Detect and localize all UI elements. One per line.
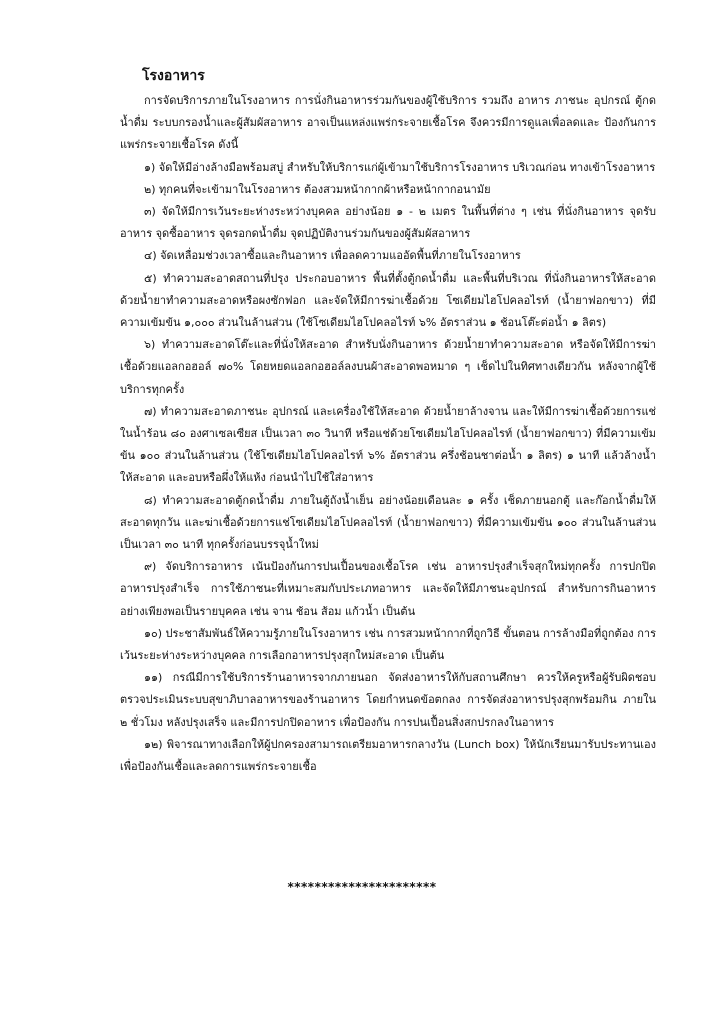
- list-item-3: ๓) จัดให้มีการเว้นระยะห่างระหว่างบุคคล อย่างน้อย ๑ - ๒ เมตร ในพื้นที่ต่าง ๆ เช่น ที่นั่งกินอาหาร จุดรับอาหาร จุดซื้ออาหาร จุดรอกดน้ำดื่ม จุดปฏิบัติงานร่วมกันของผู้สัมผัสอาหาร: [120, 205, 656, 241]
- list-item-9: ๙) จัดบริการอาหาร เน้นป้องกันการปนเปื้อนของเชื้อโรค เช่น อาหารปรุงสำเร็จสุกใหม่ทุกครั้ง การปกปิดอาหารปรุงสำเร็จ การใช้ภาชนะที่เหมาะสมกับประเภทอาหาร และจัดให้มีภาชนะอุปกรณ์ สำหรับการกินอาหารอย่างเพียงพอเป็นรายบุคคล เช่น จาน ช้อน ส้อม แก้วน้ำ เป็นต้น: [120, 560, 656, 618]
- list-item-10: ๑๐) ประชาสัมพันธ์ให้ความรู้ภายในโรงอาหาร เช่น การสวมหน้ากากที่ถูกวิธี ขั้นตอน การล้างมือที่ถูกต้อง การเว้นระยะห่างระหว่างบุคคล การเลือกอาหารปรุงสุกใหม่สะอาด เป็นต้น: [120, 626, 656, 663]
- list-item-12: ๑๒) พิจารณาทางเลือกให้ผู้ปกครองสามารถเตรียมอาหารกลางวัน (Lunch box) ให้นักเรียนมารับประทานเอง เพื่อป้องกันเชื้อและลดการแพร่กระจายเชื้อ: [120, 737, 656, 774]
- list-item-5: ๕) ทำความสะอาดสถานที่ปรุง ประกอบอาหาร พื้นที่ตั้งตู้กดน้ำดื่ม และพื้นที่บริเวณ ที่นั่งกินอาหารให้สะอาด ด้วยน้ำยาทำความสะอาดหรือผงซักฟอก และจัดให้มีการฆ่าเชื้อด้วย โซเดียมไฮโปคลอไรท์ (น้ำยาฟอกขาว) ที่มีความเข้มข้น ๑,๐๐๐ ส่วนในล้านส่วน (ใช้โซเดียมไฮโปคลอไรท์ ๖% อัตราส่วน ๑ ช้อนโต๊ะต่อน้ำ ๑ ลิตร): [120, 271, 656, 330]
- intro-paragraph: การจัดบริการภายในโรงอาหาร การนั่งกินอาหารร่วมกันของผู้ใช้บริการ รวมถึง อาหาร ภาชนะ อุปกรณ์ ตู้กดน้ำดื่ม ระบบกรองน้ำและผู้สัมผัสอาหาร อาจเป็นแหล่งแพร่กระจายเชื้อโรค จึงควรมีการดูแลเพื่อลดและ ป้องกันการแพร่กระจายเชื้อโรค ดังนี้: [120, 94, 656, 152]
- list-item-8: ๘) ทำความสะอาดตู้กดน้ำดื่ม ภายในตู้ถังน้ำเย็น อย่างน้อยเดือนละ ๑ ครั้ง เช็ดภายนอกตู้ และก๊อกน้ำดื่มให้สะอาดทุกวัน และฆ่าเชื้อด้วยการแช่โซเดียมไฮโปคลอไรท์ (น้ำยาฟอกขาว) ที่มีความเข้มข้น ๑๐๐ ส่วนในล้านส่วน เป็นเวลา ๓๐ นาที ทุกครั้งก่อนบรรจุน้ำใหม่: [120, 493, 656, 552]
- list-item-6: ๖) ทำความสะอาดโต๊ะและที่นั่งให้สะอาด สำหรับนั่งกินอาหาร ด้วยน้ำยาทำความสะอาด หรือจัดให้มีการฆ่าเชื้อด้วยแอลกอฮอล์ ๗๐% โดยหยดแอลกอฮอล์ลงบนผ้าสะอาดพอหมาด ๆ เช็ดไปในทิศทางเดียวกัน หลังจากผู้ใช้บริการทุกครั้ง: [120, 338, 656, 396]
- list-item-2: ๒) ทุกคนที่จะเข้ามาในโรงอาหาร ต้องสวมหน้ากากผ้าหรือหน้ากากอนามัย: [144, 182, 491, 196]
- list-item-4: ๔) จัดเหลื่อมช่วงเวลาซื้อและกินอาหาร เพื่อลดความแออัดพื้นที่ภายในโรงอาหาร: [144, 249, 521, 263]
- list-item-1: ๑) จัดให้มีอ่างล้างมือพร้อมสบู่ สำหรับให้บริการแก่ผู้เข้ามาใช้บริการโรงอาหาร บริเวณก่อน ทางเข้าโรงอาหาร: [144, 160, 656, 174]
- list-item-7: ๗) ทำความสะอาดภาชนะ อุปกรณ์ และเครื่องใช้ให้สะอาด ด้วยน้ำยาล้างจาน และให้มีการฆ่าเชื้อด้วยการแช่ในน้ำร้อน ๘๐ องศาเซลเซียส เป็นเวลา ๓๐ วินาที หรือแช่ด้วยโซเดียมไฮโปคลอไรท์ (น้ำยาฟอกขาว) ที่มีความเข้มข้น ๑๐๐ ส่วนในล้านส่วน (ใช้โซเดียมไฮโปคลอไรท์ ๖% อัตราส่วน ครึ่งช้อนชาต่อน้ำ ๑ ลิตร) ๑ นาที แล้วล้างน้ำให้สะอาด และอบหรือผึ่งให้แห้ง ก่อนนำไปใช้ใส่อาหาร: [120, 404, 656, 485]
- separator-line: **********************: [287, 880, 437, 894]
- document-body: [120, 66, 656, 778]
- list-item-11: ๑๑) กรณีมีการใช้บริการร้านอาหารจากภายนอก จัดส่งอาหารให้กับสถานศึกษา ควรให้ครูหรือผู้รับผิดชอบ ตรวจประเมินระบบสุขาภิบาลอาหารของร้านอาหาร โดยกำหนดข้อตกลง การจัดส่งอาหารปรุงสุกพร้อมกิน ภายใน ๒ ชั่วโมง หลังปรุงเสร็จ และมีการปกปิดอาหาร เพื่อป้องกัน การปนเปื้อนสิ่งสกปรกลงในอาหาร: [120, 671, 656, 729]
- section-title: โรงอาหาร: [142, 68, 205, 84]
